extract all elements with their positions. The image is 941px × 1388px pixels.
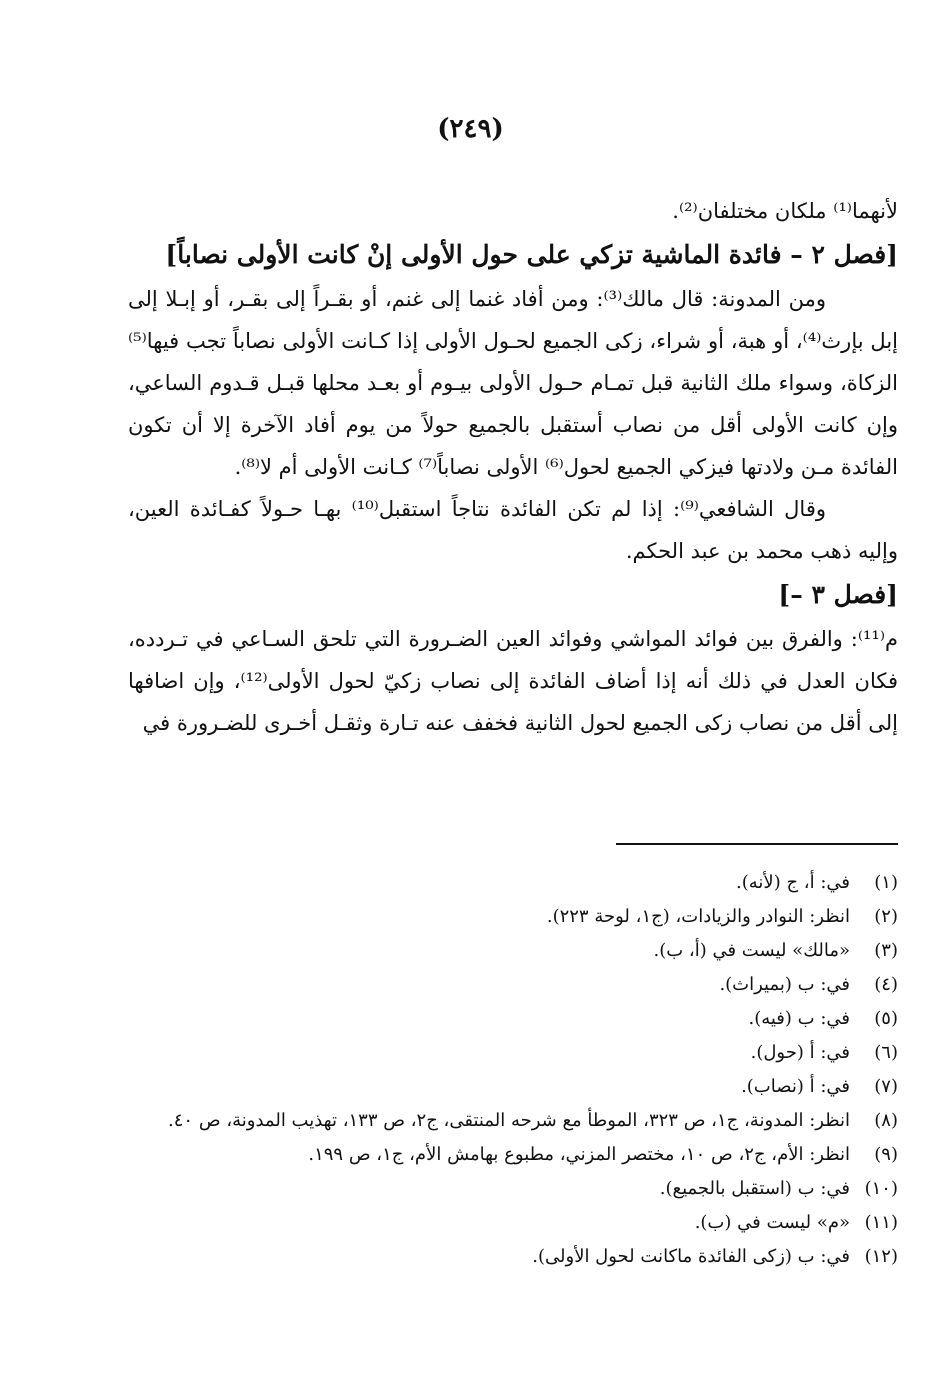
footnote (128, 934, 898, 968)
footnote-separator (616, 843, 898, 845)
footnote (128, 1206, 898, 1240)
footnote (128, 1002, 898, 1036)
footnote (128, 1172, 898, 1206)
paragraph-1: ومن المدونة: قال مالك⁽³⁾: ومن أفاد غنما إلى غنم، أو بقـراً إلى بقـر، أو إبـلا إلى إبل بإرث⁽⁴⁾، أو هبة، أو شراء، زكى الجميع لحـول الأولى إذا كـانت الأولى نصاباً تجب فيها⁽⁵⁾ الزكاة، وسواء ملك الثانية قبل تمـام حـول الأولى بيـوم أو بعـد محلها قبـل قـدوم الساعي، وإن كانت الأولى أقل من نصاب أستقبل بالجميع حولاً من يوم أفاد الآخرة إلا أن تكون الفائدة مـن ولادتها فيزكي الجميع لحول⁽⁶⁾ الأولى نصاباً⁽⁷⁾ كـانت الأولى أم لا⁽⁸⁾. (128, 287, 898, 479)
footnote-text: في: أ، ج (لأنه). (736, 872, 850, 893)
footnote-number: (٧) (874, 1076, 898, 1097)
footnote-text: في: ب (بميراث). (719, 974, 850, 995)
footnote-number: (١٢) (864, 1246, 898, 1267)
footnote-number: (٢) (874, 906, 898, 927)
footnote (128, 1138, 898, 1172)
footnote (128, 968, 898, 1002)
footnote-number: (٦) (874, 1042, 898, 1063)
footnote-number: (٣) (874, 940, 898, 961)
footnote-number: (٤) (874, 974, 898, 995)
page-number: (٢٤٩) (437, 114, 504, 144)
footnote-text: في: ب (استقبل بالجميع). (659, 1178, 850, 1199)
paragraph-3: م⁽¹¹⁾: والفرق بين فوائد المواشي وفوائد العين الضـرورة التي تلحق السـاعي في تـردده، فكان العدل في ذلك أنه إذا أضاف الفائدة إلى نصاب زكيّ لحول الأولى⁽¹²⁾، وإن اضافها إلى أقل من نصاب زكى الجميع لحول الثانية فخفف عنه تـارة وثقـل أخـرى للضـرورة في (128, 627, 898, 735)
paragraph-2: وقال الشافعي⁽⁹⁾: إذا لم تكن الفائدة نتاجاً استقبل⁽¹⁰⁾ بهـا حـولاً كفـائدة العين، وإليه ذهب محمد بن عبد الحكم. (128, 497, 898, 563)
footnote (128, 1070, 898, 1104)
footnotes (128, 866, 898, 1274)
footnote-text: «مالك» ليست في (أ، ب). (653, 940, 850, 961)
footnote-text: انظر: النوادر والزيادات، (ج١، لوحة ٢٢٣). (546, 906, 850, 927)
footnote (128, 866, 898, 900)
footnote (128, 1104, 898, 1138)
opening-line: لأنهما⁽¹⁾ ملكان مختلفان⁽²⁾. (672, 199, 898, 223)
section-heading-1: [فصل ٢ – فائدة الماشية تزكي على حول الأولى إنْ كانت الأولى نصاباً] (165, 240, 898, 269)
main-text (128, 190, 898, 744)
footnote (128, 900, 898, 934)
section-heading-2: [فصل ٣ –] (778, 580, 898, 609)
footnote-number: (٩) (874, 1144, 898, 1165)
footnote-number: (١) (874, 872, 898, 893)
footnote-text: في: ب (زكى الفائدة ماكانت لحول الأولى). (532, 1246, 850, 1267)
footnote-text: في: ب (فيه). (748, 1008, 850, 1029)
footnote-text: انظر: الأم، ج٢، ص ١٠، مختصر المزني، مطبوع بهامش الأم، ج١، ص ١٩٩. (308, 1144, 850, 1165)
footnote-number: (١٠) (864, 1178, 898, 1199)
footnote-number: (٥) (874, 1008, 898, 1029)
footnote-text: في: أ (نصاب). (741, 1076, 850, 1097)
footnote-text: انظر: المدونة، ج١، ص ٣٢٣، الموطأ مع شرحه المنتقى، ج٢، ص ١٣٣، تهذيب المدونة، ص ٤٠. (168, 1110, 850, 1131)
footnote-text: «م» ليست في (ب). (694, 1212, 850, 1233)
footnote-text: في: أ (حول). (750, 1042, 850, 1063)
footnote (128, 1036, 898, 1070)
footnote-number: (١١) (864, 1212, 898, 1233)
footnote-number: (٨) (874, 1110, 898, 1131)
footnote (128, 1240, 898, 1274)
